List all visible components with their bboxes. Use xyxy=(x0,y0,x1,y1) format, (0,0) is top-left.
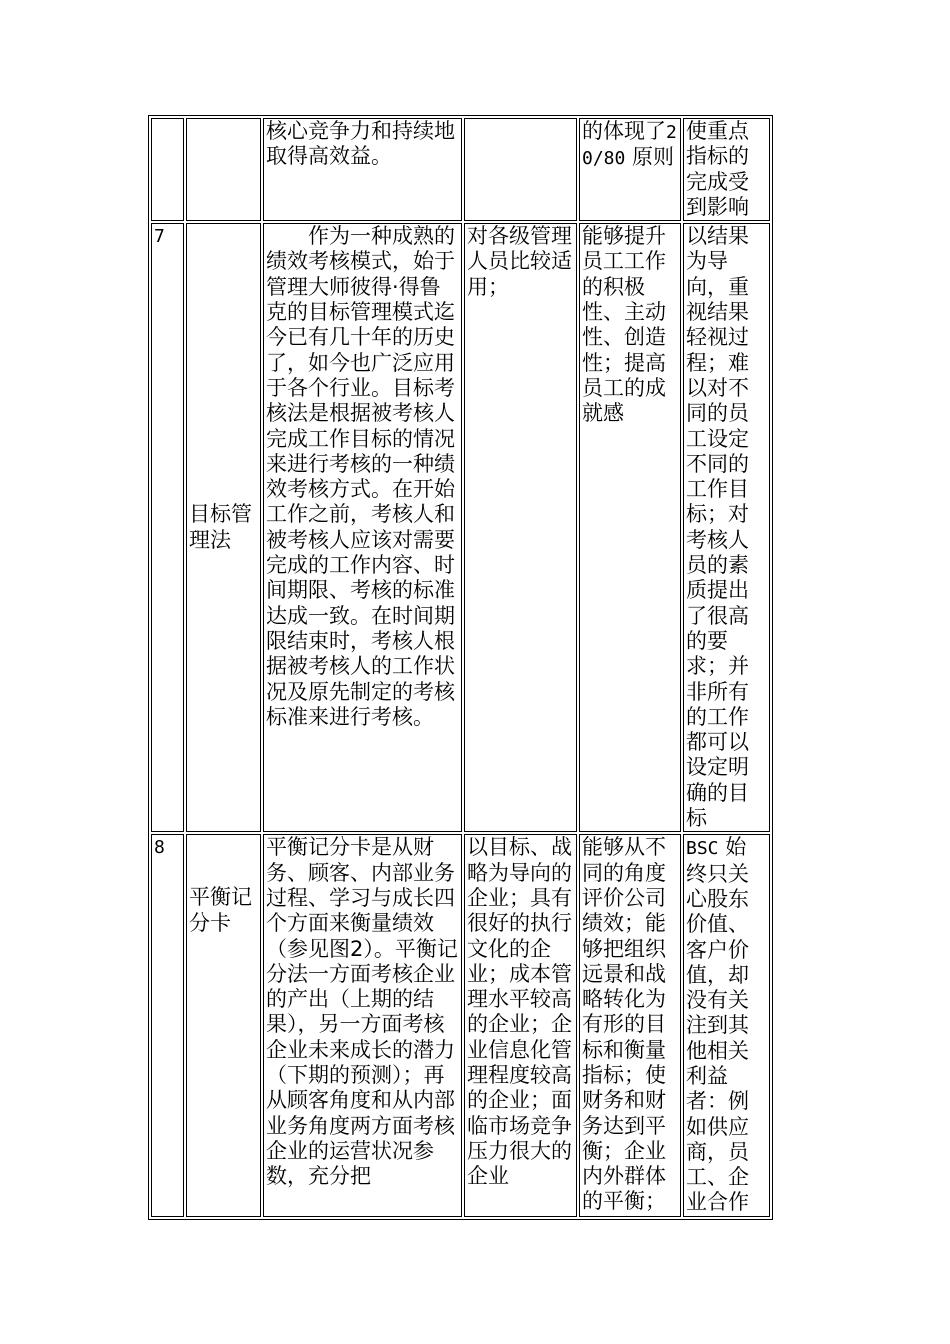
advantages-cell: 的体现了20/80 原则 xyxy=(579,118,681,221)
method-name-cell xyxy=(186,118,261,221)
description-cell: 平衡记分卡是从财务、顾客、内部业务过程、学习与成长四个方面来衡量绩效（参见图2）。平衡记分法一方面考核企业的产出（上期的结果），另一方面考核企业未来成长的潜力（下期的预测）；再从顾客角度和从内部业务角度两方面考核企业的运营状况参数，充分把 xyxy=(263,834,462,1216)
disadvantages-cell: 使重点指标的完成受到影响 xyxy=(683,118,770,221)
table-row xyxy=(151,118,770,221)
method-name-cell: 目标管理法 xyxy=(186,223,261,832)
table-row xyxy=(151,223,770,832)
table-row xyxy=(151,834,770,1216)
row-number-cell: 7 xyxy=(151,223,184,832)
advantages-cell: 能够提升员工工作的积极性、主动性、创造性；提高员工的成就感 xyxy=(579,223,681,832)
method-name-cell: 平衡记分卡 xyxy=(186,834,261,1216)
applicability-cell: 以目标、战略为导向的企业；具有很好的执行文化的企业；成本管理水平较高的企业；企业信息化管理程度较高的企业；面临市场竞争压力很大的企业 xyxy=(464,834,577,1216)
applicability-cell xyxy=(464,118,577,221)
row-number-cell: 8 xyxy=(151,834,184,1216)
description-cell: 核心竞争力和持续地取得高效益。 xyxy=(263,118,462,221)
evaluation-methods-table xyxy=(148,115,773,1220)
disadvantages-cell: BSC 始终只关心股东价值、客户价值，却没有关注到其他相关利益者：例如供应商，员工、企业合作 xyxy=(683,834,770,1216)
advantages-cell: 能够从不同的角度评价公司绩效；能够把组织远景和战略转化为有形的目标和衡量指标；使财务和财务达到平衡；企业内外群体的平衡； xyxy=(579,834,681,1216)
disadvantages-cell: 以结果为导向，重视结果轻视过程；难以对不同的员工设定不同的工作目标；对考核人员的素质提出了很高的要求；并非所有的工作都可以设定明确的目标 xyxy=(683,223,770,832)
applicability-cell: 对各级管理人员比较适用； xyxy=(464,223,577,832)
description-cell: 作为一种成熟的绩效考核模式，始于管理大师彼得·得鲁克的目标管理模式迄今已有几十年的历史了，如今也广泛应用于各个行业。目标考核法是根据被考核人完成工作目标的情况来进行考核的一种绩效考核方式。在开始工作之前，考核人和被考核人应该对需要完成的工作内容、时间期限、考核的标准达成一致。在时间期限结束时，考核人根据被考核人的工作状况及原先制定的考核标准来进行考核。 xyxy=(263,223,462,832)
row-number-cell xyxy=(151,118,184,221)
